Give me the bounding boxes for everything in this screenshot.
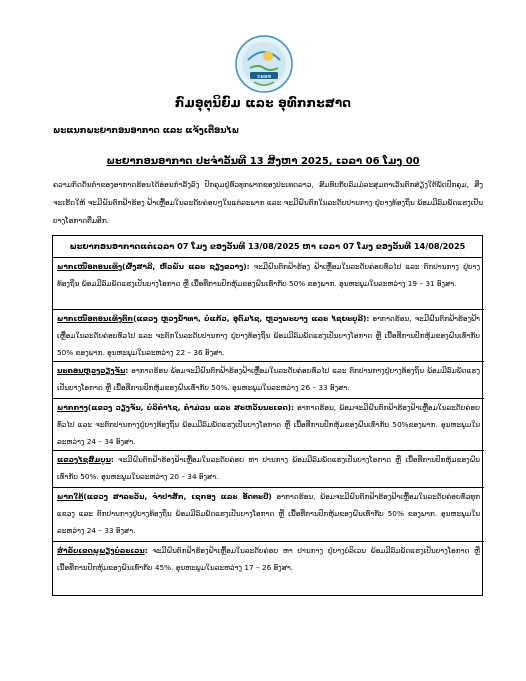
region-name: ແຂວງໄຊສົມບູນ <box>57 455 111 464</box>
region-forecast-text: ອາກາດຮ້ອນ, ຈະມີຝົນຕົກຟ້າຮ້ອງຟ້າເຫຼື້ອມໃນລະດັບຄ່ອຍທົ່ວໄປ ແລະ ຈະຕົກໃນລະດັບປານກາງ ຢູ່ບາງທ້ອງຖິ່ນ ພ້ອມມີລົມພັດແຮງເປັນບາງໂອກາດ ຫຼື ເນື້ອທີ່ການປົກຫຸ້ມຂອງຝົນເທົ່າກັບ 50% ຂອງພາກ. ອຸນຫະພູມໃນລະຫວ່າງ 22 – 36 ອົງສາ. <box>57 314 480 357</box>
region-name: ສຳລັບເຂດພູພຽງບໍລະເວນ <box>57 546 145 555</box>
forecast-intro: ຄວາມກົດດັນຕ່ຳຂອງອາກາດຮ້ອນໄດ້ອ່ອນກຳລັງລົງ ປົກຄຸມຢູ່ທົ່ວທຸກພາກຂອງປະເທດລາວ, ສົມທົບກັບລົມມໍລະສຸມຕາເວັນຕົກສ່ຽງໃຕ້ພັດປົກຄຸມ, ສິ່ງຈະເຮັດໃຫ້ ຈະມີຝົນຕົກຟ້າຮ້ອງ ຟ້າເຫຼື້ອມໃນລະດັບຄ່ອຍໆໃນແຕ່ລະພາກ ແລະ ຈະມີຝົນຕົກໃນລະດັບປານກາງ ຢູ່ບາງທ້ອງຖິ່ນ ພ້ອມມີລົມພັດແຮງເປັນບາງໂອກາດຕື່ມອີກ. <box>53 180 483 225</box>
division-title: ພະແນກພະຍາກອນອາກາດ ແລະ ແຈ້ງເຕືອນໄພ <box>53 126 240 136</box>
region-name: ພາກກາງ <box>57 403 88 412</box>
department-logo <box>234 34 294 94</box>
region-name: ພາກເໜືອຕອນເທິງ <box>57 262 123 271</box>
region-plateau <box>53 542 484 595</box>
region-forecast-text: ອາກາດຮ້ອນ, ພ້ອມຈະມີຝົນຕົກຟ້າຮ້ອງຟ້າເຫຼື້ອມໃນລະດັບຄ່ອຍທົ່ວທຸກແຂວງ ແລະ ຕົກປານກາງຢູ່ບາງທ້ອງຖິ່ນ ພ້ອມມີລົມພັດແຮງເປັນບາງໂອກາດ ຫຼື ເນື້ອທີ່ການປົກຫຸ້ມຂອງຝົນເທົ່າກັບ 50% ຂອງພາກ. ອຸນຫະພູມໃນລະຫວ່າງ 24 – 33 ອົງສາ. <box>57 492 481 535</box>
region-xaisomboun <box>53 451 484 488</box>
region-provinces: (ແຂວງ ວຽງຈັນ, ບໍລິຄຳໄຊ, ຄຳມ່ວນ ແລະ ສະຫວັນນະເຂດ): <box>87 403 294 412</box>
regional-forecast-table <box>52 235 483 596</box>
region-provinces: (ຜົ້ງສາລີ, ຫົວພັນ ແລະ ຊຽງຂວາງ): <box>122 262 250 271</box>
region-north-west <box>53 310 484 362</box>
department-title: ກົມອຸຕຸນິຍົມ ແລະ ອຸທົກກະສາດ <box>174 96 352 110</box>
region-provinces: (ແຂວງ ສາລະວັນ, ຈຳປາສັກ, ເຊກອງ ແລະ ອັດຕະປື) <box>83 492 272 501</box>
region-name: ນະຄອນຫຼວງວຽງຈັນ <box>57 366 126 375</box>
region-south <box>53 488 484 542</box>
region-forecast-text: ຈະມີຝົນຕົກຟ້າຮ້ອງຟ້າເຫຼື້ອມໃນລະດັບຄ່ອຍ ຫາ ປານກາງ ພ້ອມມີລົມພັດແຮງເປັນບາງໂອກາດ ຫຼື ເນື້ອທີ່ການປົກຫຸ້ມຂອງຝົນເທົ່າກັບ 50%. ອຸນຫະພູມໃນລະຫວ່າງ 20 – 34 ອົງສາ. <box>57 455 480 481</box>
region-name: ພາກໃຕ້ <box>57 492 84 501</box>
region-forecast-text: ຈະມີຝົນຕົກຟ້າຮ້ອງຟ້າເຫຼື້ອມໃນລະດັບຄ່ອຍ ຫາ ປານກາງ ຢູ່ບາງບໍລິເວນ ພ້ອມມີລົມພັດແຮງເປັນບາງໂອກາດ ຫຼື ເນື້ອທີ່ການປົກຫຸ້ມຂອງຝົນເທົ່າກັບ 45%. ອຸນຫະພູມໃນລະຫວ່າງ 17 – 26 ອົງສາ. <box>57 546 480 572</box>
region-provinces: (ແຂວງ ຫຼວງນ້ຳທາ, ບໍ່ແກ້ວ, ອຸດົມໄຊ, ຫຼວງພະບາງ ແລະ ໄຊຍະບູລີ): <box>133 314 370 323</box>
region-provinces: : <box>125 366 129 375</box>
region-provinces: : <box>144 546 148 555</box>
forecast-period-title: ພະຍາກອນອາກາດແຕ່ເວລາ 07 ໂມງ ຂອງວັນທີ 13/08/2025 ຫາ ເວລາ 07 ໂມງ ຂອງວັນທີ 14/08/2025 <box>53 236 482 258</box>
region-forecast-text: ຈະມີຝົນຕົກຟ້າຮ້ອງ ຟ້າເຫຼື້ອມໃນລະດັບຄ່ອຍທົ່ວໄປ ແລະ ຕົກປານກາງ ຢູ່ບາງທ້ອງຖິ່ນ ພ້ອມມີລົມພັດແຮງເປັນບາງໂອກາດ ຫຼື ເນື້ອທີ່ການປົກຫຸ້ມຂອງຝົນເທົ່າກັບ 50% ຂອງພາກ. ອຸນຫະພູມໃນລະຫວ່າງ 19 – 31 ອົງສາ. <box>57 262 480 288</box>
region-central <box>53 399 484 451</box>
logo-text: ກອອທ <box>256 74 272 80</box>
region-provinces: : <box>110 455 114 464</box>
region-north-upper <box>53 258 484 310</box>
region-forecast-text: ອາກາດຮ້ອນ, ພ້ອມຈະມີຝົນຕົກຟ້າຮ້ອງຟ້າເຫຼື້ອມໃນລະດັບຄ່ອຍທົ່ວໄປ ແລະ ຈະຕົກປານກາງຢູ່ບາງທ້ອງຖິ່ນ ພ້ອມມີລົມພັດແຮງເປັນບາງໂອກາດ ຫຼື ເນື້ອທີ່ການປົກຫຸ້ມຂອງຝົນເທົ່າກັບ 50%ຂອງພາກ. ອຸນຫະພູມໃນລະຫວ່າງ 24 – 34 ອົງສາ. <box>57 403 480 446</box>
region-forecast-text: ອາກາດຮ້ອນ ພ້ອມຈະມີຝົນຕົກຟ້າຮ້ອງຟ້າເຫຼື້ອມໃນລະດັບຄ່ອຍທົ່ວໄປ ແລະ ຕົກປານກາງຢູ່ບາງທ້ອງຖິ່ນ ພ້ອມມີລົມພັດແຮງເປັນບາງໂອກາດ ຫຼື ເນື້ອທີ່ການປົກຫຸ້ມຂອງຝົນເທົ່າກັບ 50%. ອຸນຫະພູມໃນລະຫວ່າງ 26 – 33 ອົງສາ. <box>57 366 480 392</box>
region-name: ພາກເໜືອຕອນເທິງຕົກ <box>57 314 134 323</box>
region-vientiane-capital <box>53 362 484 399</box>
forecast-headline: ພະຍາກອນອາກາດ ປະຈຳວັນທີ 13 ສິງຫາ 2025, ເວລາ 06 ໂມງ 00 <box>106 156 420 167</box>
